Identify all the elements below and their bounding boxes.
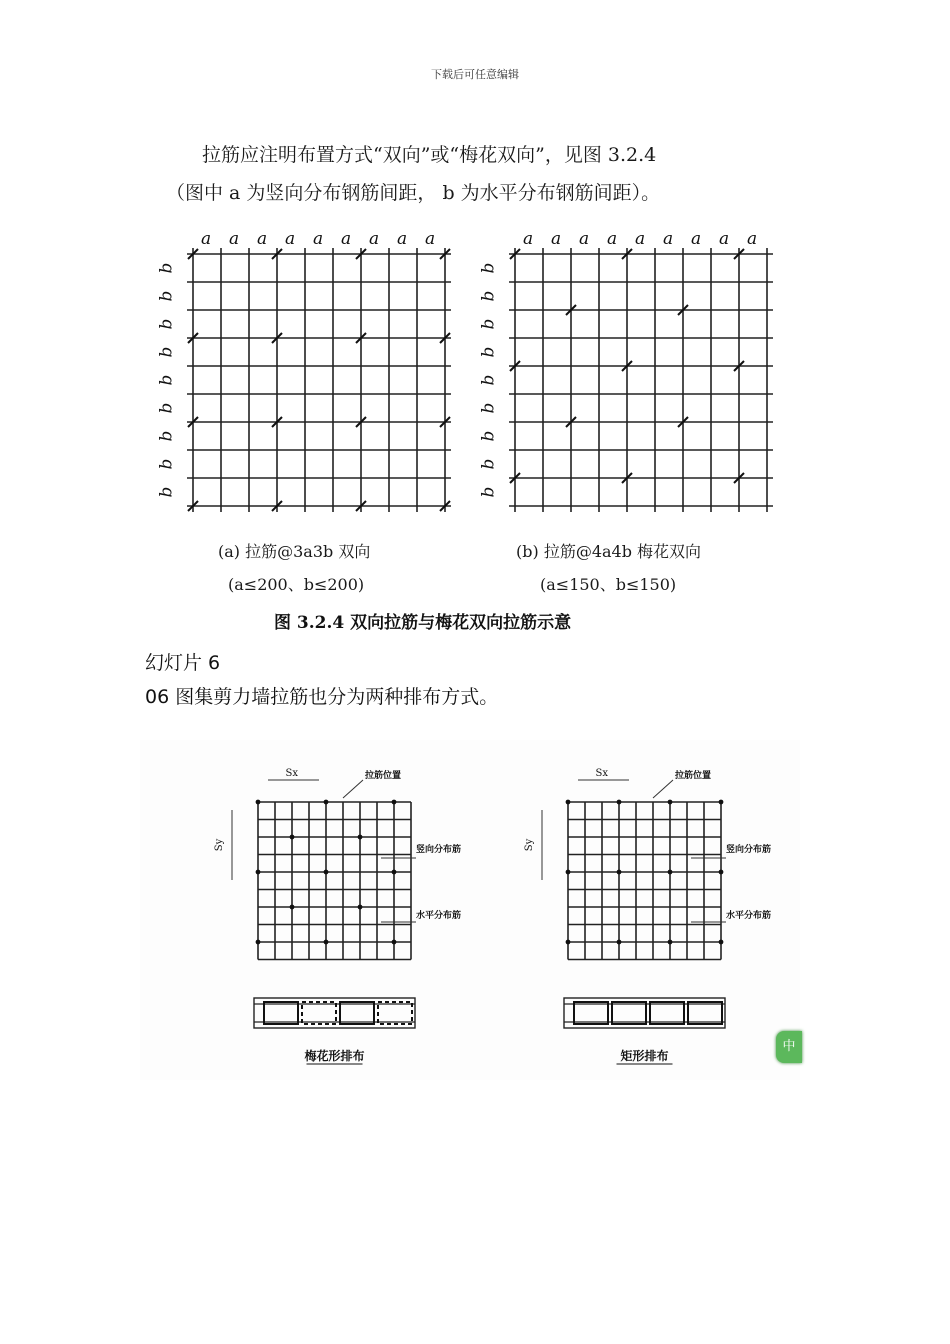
slide-label: 幻灯片 6 [145, 652, 221, 674]
axis-label-a: a [257, 229, 268, 249]
figure1-intro-line1: 拉筋应注明布置方式“双向”或“梅花双向”，见图 3.2.4 [202, 144, 657, 166]
tie-point [324, 870, 329, 875]
section-tie [612, 1002, 646, 1024]
grid-panel-a [157, 229, 452, 512]
tie-point [617, 800, 622, 805]
tie-point [566, 870, 571, 875]
axis-label-b: b [156, 262, 177, 274]
grid-panel-b [479, 229, 774, 512]
language-badge[interactable]: 中 [776, 1031, 802, 1063]
tie-point [617, 870, 622, 875]
axis-label-a: a [635, 229, 646, 249]
axis-label-b: b [478, 374, 499, 386]
axis-label-a: a [523, 229, 534, 249]
axis-label-b: b [156, 486, 177, 498]
axis-label-b: b [478, 318, 499, 330]
tie-point [719, 800, 724, 805]
drawing-title: 矩形排布 [620, 1049, 669, 1063]
panel-a-caption-line1: (a) 拉筋@3a3b 双向 [218, 542, 371, 561]
body-paragraph: 06 图集剪力墙拉筋也分为两种排布方式。 [145, 686, 499, 708]
panel-b-caption-line2: (a≤150、b≤150) [540, 575, 677, 594]
tie-point [392, 800, 397, 805]
vertical-bar-label: 竖向分布筋 [726, 845, 772, 855]
axis-label-a: a [747, 229, 758, 249]
axis-label-b: b [156, 290, 177, 302]
section-tie [650, 1002, 684, 1024]
axis-label-b: b [156, 318, 177, 330]
tie-point [256, 870, 261, 875]
axis-label-a: a [369, 229, 380, 249]
tie-point [290, 835, 295, 840]
header-note: 下载后可任意编辑 [431, 68, 519, 81]
sy-label: Sy [214, 838, 225, 852]
axis-label-a: a [719, 229, 730, 249]
figure1-grids [150, 222, 790, 532]
drawing-title: 梅花形排布 [304, 1049, 365, 1063]
tie-position-label: 拉筋位置 [675, 771, 712, 781]
vertical-bar-label: 竖向分布筋 [416, 845, 462, 855]
section-tie [340, 1002, 374, 1024]
axis-label-a: a [285, 229, 296, 249]
section-tie [302, 1002, 336, 1024]
axis-label-a: a [229, 229, 240, 249]
horizontal-bar-label: 水平分布筋 [416, 911, 462, 921]
axis-label-a: a [551, 229, 562, 249]
tie-position-leader [653, 780, 673, 798]
panel-b-caption-line1: (b) 拉筋@4a4b 梅花双向 [516, 542, 702, 561]
tie-point [256, 800, 261, 805]
drawing-plum-layout [214, 768, 461, 1064]
tie-point [324, 800, 329, 805]
tie-position-leader [343, 780, 363, 798]
tie-point [668, 940, 673, 945]
axis-label-a: a [397, 229, 408, 249]
drawing-rect-layout [524, 768, 771, 1064]
axis-label-a: a [691, 229, 702, 249]
axis-label-a: a [579, 229, 590, 249]
section-tie [264, 1002, 298, 1024]
tie-point [358, 835, 363, 840]
axis-label-b: b [156, 346, 177, 358]
axis-label-b: b [478, 458, 499, 470]
axis-label-a: a [607, 229, 618, 249]
axis-label-b: b [478, 346, 499, 358]
axis-label-a: a [663, 229, 674, 249]
axis-label-b: b [156, 458, 177, 470]
horizontal-bar-label: 水平分布筋 [726, 911, 772, 921]
tie-point [668, 800, 673, 805]
axis-label-b: b [156, 430, 177, 442]
panel-a-caption-line2: (a≤200、b≤200) [228, 575, 365, 594]
axis-label-a: a [341, 229, 352, 249]
tie-point [719, 870, 724, 875]
figure1-intro-line2: （图中 a 为竖向分布钢筋间距， b 为水平分布钢筋间距）。 [166, 182, 661, 204]
axis-label-a: a [425, 229, 436, 249]
axis-label-b: b [478, 486, 499, 498]
axis-label-a: a [313, 229, 324, 249]
sx-label: Sx [595, 768, 608, 779]
section-tie [378, 1002, 412, 1024]
axis-label-b: b [156, 374, 177, 386]
axis-label-b: b [478, 402, 499, 414]
axis-label-b: b [478, 290, 499, 302]
tie-point [256, 940, 261, 945]
tie-point [324, 940, 329, 945]
section-tie [688, 1002, 722, 1024]
axis-label-a: a [201, 229, 212, 249]
axis-label-b: b [156, 402, 177, 414]
axis-label-b: b [478, 430, 499, 442]
figure1-caption: 图 3.2.4 双向拉筋与梅花双向拉筋示意 [274, 613, 572, 633]
tie-point [290, 905, 295, 910]
tie-point [719, 940, 724, 945]
tie-point [358, 905, 363, 910]
section-tie [574, 1002, 608, 1024]
tie-position-label: 拉筋位置 [365, 771, 402, 781]
tie-point [668, 870, 673, 875]
axis-label-b: b [478, 262, 499, 274]
tie-point [392, 870, 397, 875]
tie-point [392, 940, 397, 945]
tie-point [617, 940, 622, 945]
figure2-drawings [140, 740, 800, 1080]
sx-label: Sx [285, 768, 298, 779]
sy-label: Sy [524, 838, 535, 852]
tie-point [566, 940, 571, 945]
tie-point [566, 800, 571, 805]
